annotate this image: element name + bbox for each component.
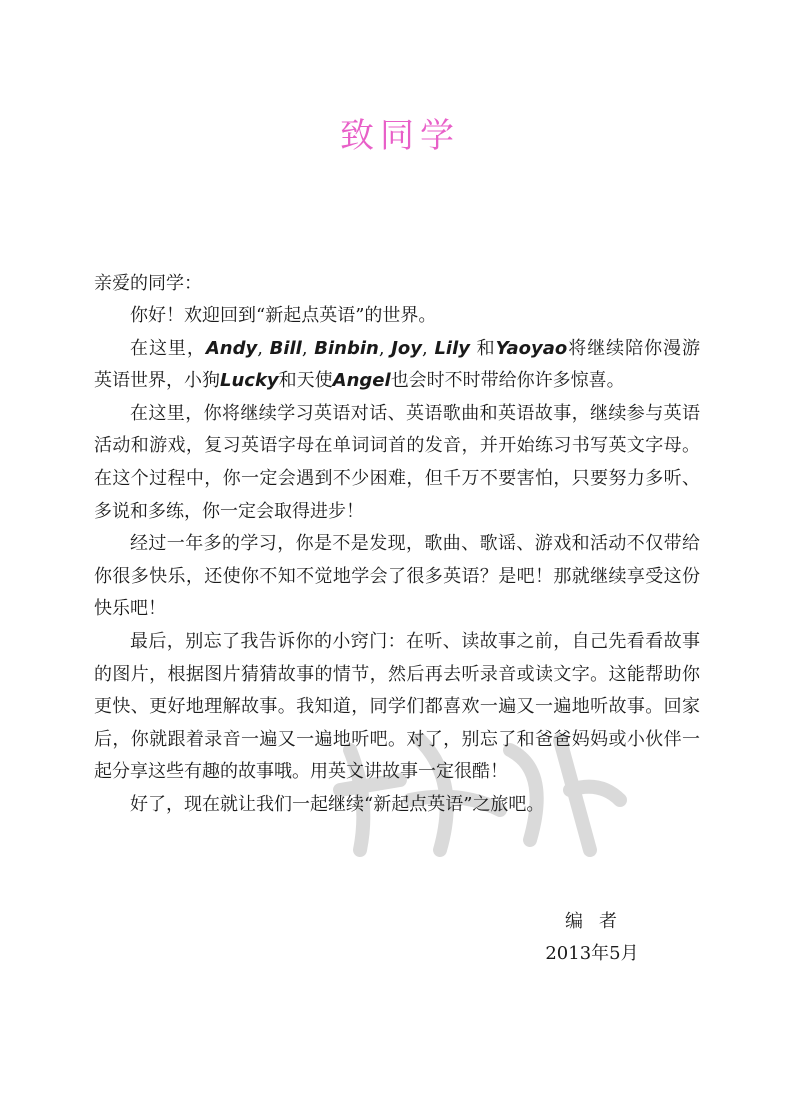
signature-date: 2013年5月 [545,943,639,964]
character-name-yaoyao: Yaoyao [495,337,568,359]
p2-sep-3: , [378,337,392,359]
page-title: 致同学 [340,116,460,156]
p2-mid: 将继续陪你漫游英语世界，小狗 [94,337,700,392]
paragraph-4: 经过一年多的学习，你是不是发现，歌曲、歌谣、游戏和活动不仅带给你很多快乐，还使你不知不觉地学会了很多英语？是吧！那就继续享受这份快乐吧！ [94,533,700,620]
character-name-angel: Angel [332,370,391,392]
signature [522,906,662,970]
paragraph-6: 好了，现在就让我们一起继续“新起点英语”之旅吧。 [130,793,545,815]
character-name-lily: Lily [434,337,470,359]
paragraph-5: 最后，别忘了我告诉你的小窍门：在听、读故事之前，自己先看看故事的图片，根据图片猜猜故事的情节，然后再去听录音或读文字。这能帮助你更快、更好地理解故事。我知道，同学们都喜欢一遍又一遍地听故事。回家后，你就跟着录音一遍又一遍地听吧。对了，别忘了和爸爸妈妈或小伙伴一起分享这些有趣的故事哦。用英文讲故事一定很酷！ [94,630,700,783]
p2-end: 也会时不时带给你许多惊喜。 [390,370,625,392]
paragraph-1: 你好！欢迎回到“新起点英语”的世界。 [130,305,437,326]
p2-sep-1: , [257,337,270,359]
character-name-binbin: Binbin [314,337,379,359]
signature-author: 编者 [565,911,633,932]
character-name-joy: Joy [391,337,423,359]
paragraph-3: 在这里，你将继续学习英语对话、英语歌曲和英语故事，继续参与英语活动和游戏，复习英语字母在单词词首的发音，并开始练习书写英文字母。在这个过程中，你一定会遇到不少困难，但千万不要害怕，只要努力多听、多说和多练，你一定会取得进步！ [94,402,700,522]
salutation: 亲爱的同学： [94,273,202,294]
character-name-bill: Bill [269,337,302,359]
p2-intro: 在这里， [130,337,206,359]
character-name-lucky: Lucky [220,370,279,392]
paragraph-2 [94,333,700,398]
p2-and: 和 [469,337,496,359]
character-name-andy: Andy [205,337,258,359]
p2-sep-2: , [301,337,315,359]
letter-body [94,300,700,822]
p2-sep-4: , [422,337,435,359]
p2-mid2: 和天使 [278,370,333,392]
